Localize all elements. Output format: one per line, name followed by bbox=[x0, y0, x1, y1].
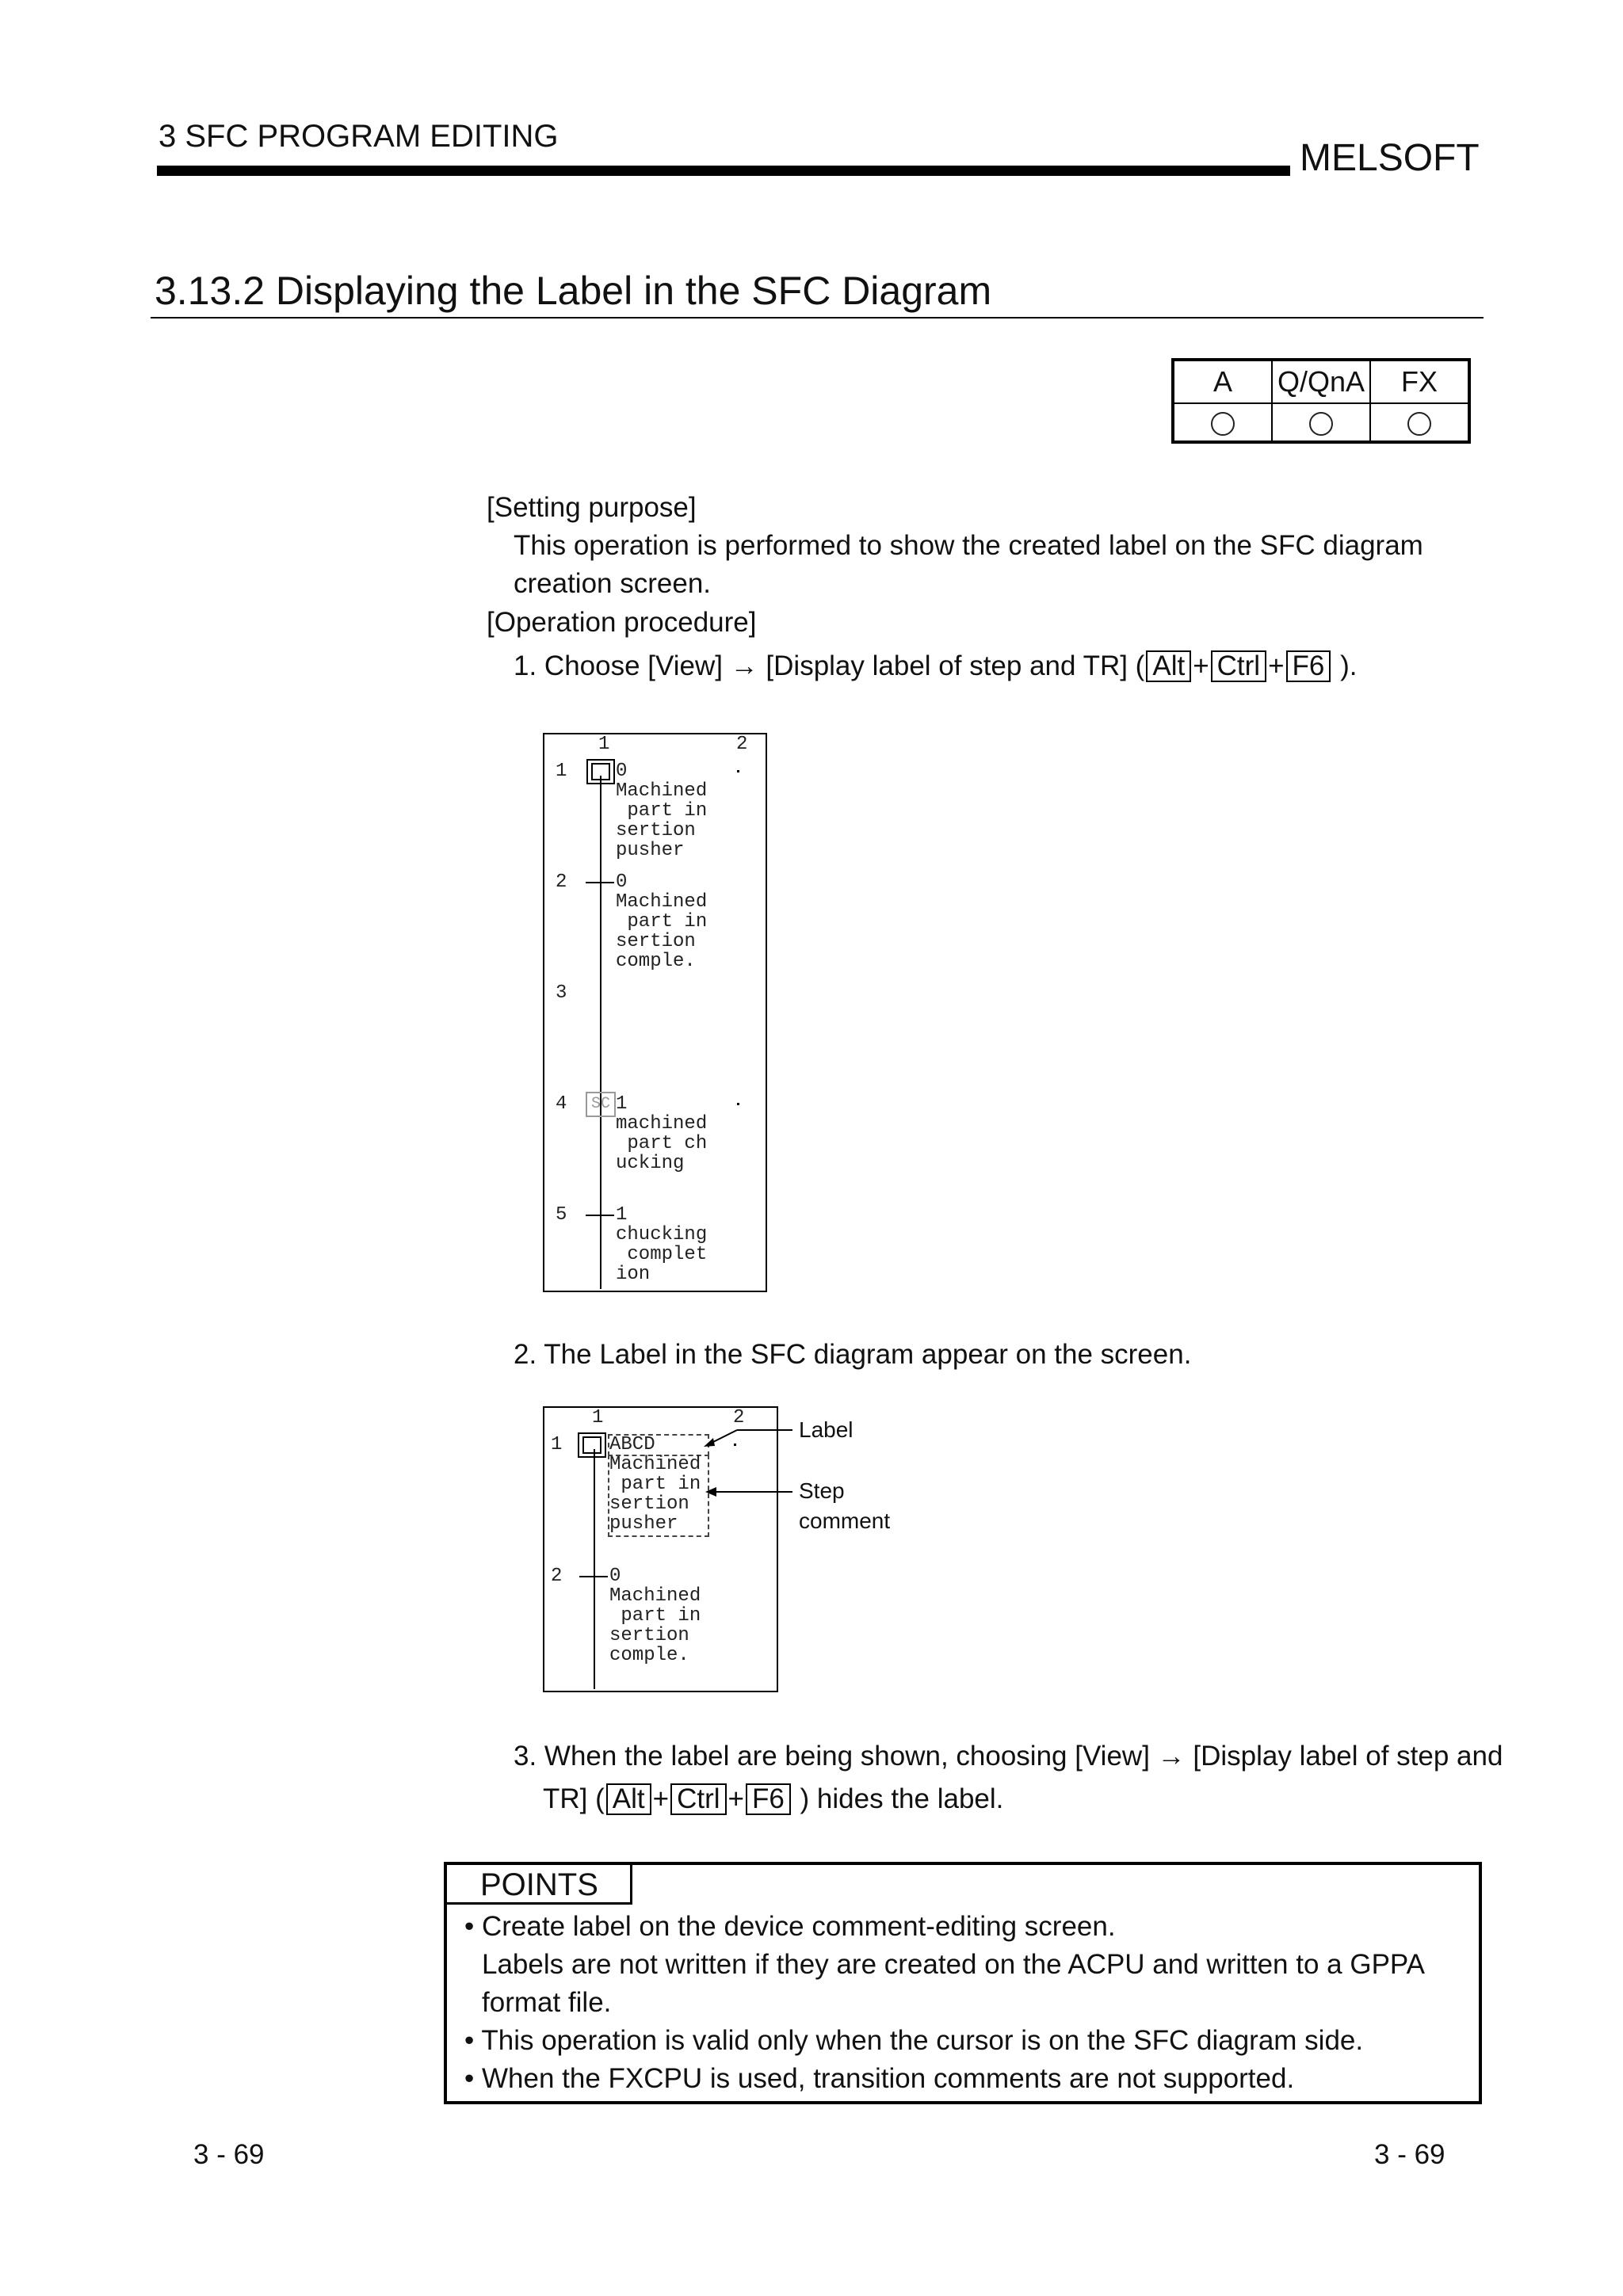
row-number: 4 bbox=[556, 1093, 567, 1115]
points-bullet-1: • Create label on the device comment-editing screen. bbox=[464, 1911, 1116, 1942]
points-bullet-3: • When the FXCPU is used, transition comments are not supported. bbox=[464, 2063, 1295, 2094]
sc-step-box: SC bbox=[586, 1092, 616, 1117]
points-bullet-1-cont: Labels are not written if they are created on the ACPU and written to a GPPA bbox=[482, 1949, 1425, 1980]
column-number: 1 bbox=[598, 734, 610, 755]
arrow-right-icon: → bbox=[730, 650, 758, 681]
row-number: 1 bbox=[556, 761, 567, 782]
initial-step-icon bbox=[578, 1432, 606, 1458]
step-comment: Machined part in sertion pusher bbox=[609, 1454, 701, 1535]
transition-bar bbox=[579, 1576, 608, 1577]
supported-circle-icon bbox=[1407, 412, 1431, 436]
key-ctrl: Ctrl bbox=[670, 1783, 726, 1815]
step-comment: 1 machined part ch ucking bbox=[616, 1093, 708, 1174]
step3-instruction-line1: 3. When the label are being shown, choosing [View] → [Display label of step and bbox=[514, 1741, 1503, 1772]
compat-header-fx: FX bbox=[1370, 360, 1469, 403]
points-bullet-1-cont: format file. bbox=[482, 1987, 612, 2018]
step2-instruction: 2. The Label in the SFC diagram appear on the screen. bbox=[514, 1339, 1192, 1370]
callout-label: Label bbox=[799, 1417, 854, 1442]
callout-comment: comment bbox=[799, 1508, 891, 1533]
points-title: POINTS bbox=[447, 1865, 632, 1905]
operation-procedure-heading: [Operation procedure] bbox=[487, 607, 757, 638]
key-alt: Alt bbox=[1146, 650, 1191, 682]
compatibility-table bbox=[1171, 358, 1471, 444]
key-alt: Alt bbox=[606, 1783, 651, 1815]
key-ctrl: Ctrl bbox=[1211, 650, 1266, 682]
initial-step-icon bbox=[586, 759, 615, 784]
step3-instruction-line2: TR] ( Alt + Ctrl + F6 ) hides the label. bbox=[543, 1783, 1004, 1814]
column-number: 2 bbox=[736, 734, 748, 755]
transition-comment: 0 Machined part in sertion comple. bbox=[616, 871, 708, 972]
transition-comment: 0 Machined part in sertion comple. bbox=[609, 1566, 701, 1666]
callout-step: Step bbox=[799, 1478, 845, 1503]
chapter-heading: 3 SFC PROGRAM EDITING bbox=[158, 119, 559, 154]
section-rule bbox=[151, 317, 1484, 318]
arrow-right-icon: → bbox=[1157, 1741, 1186, 1772]
row-number: 2 bbox=[551, 1566, 563, 1587]
setting-purpose-line1: This operation is performed to show the created label on the SFC diagram bbox=[514, 530, 1423, 561]
row-number: 5 bbox=[556, 1204, 567, 1226]
points-bullet-2: • This operation is valid only when the cursor is on the SFC diagram side. bbox=[464, 2025, 1364, 2056]
sfc-diagram-panel bbox=[543, 733, 767, 1292]
compat-header-a: A bbox=[1173, 360, 1272, 403]
column-number: 1 bbox=[592, 1407, 604, 1428]
callout-arrows bbox=[697, 1414, 800, 1509]
page-number-right: 3 - 69 bbox=[1374, 2139, 1445, 2170]
supported-circle-icon bbox=[1309, 412, 1333, 436]
page-number-left: 3 - 69 bbox=[193, 2139, 265, 2170]
setting-purpose-heading: [Setting purpose] bbox=[487, 492, 697, 523]
header-rule bbox=[157, 166, 1290, 176]
sfc-flow-line bbox=[594, 1449, 595, 1689]
row-number: 2 bbox=[556, 871, 567, 893]
brand-logo-text: MELSOFT bbox=[1300, 137, 1480, 179]
step1-instruction: 1. Choose [View] → [Display label of step and TR] ( Alt + Ctrl + F6 ). bbox=[514, 650, 1358, 681]
step-comment: 0 Machined part in sertion pusher bbox=[616, 761, 708, 861]
transition-bar bbox=[586, 1215, 614, 1216]
points-content bbox=[464, 1908, 1425, 2098]
setting-purpose-line2: creation screen. bbox=[514, 568, 712, 599]
supported-circle-icon bbox=[1211, 412, 1235, 436]
compat-header-qnqa: Q/QnA bbox=[1272, 360, 1370, 403]
step-label: ABCD bbox=[609, 1434, 655, 1455]
key-f6: F6 bbox=[1286, 650, 1331, 682]
column-number: 2 bbox=[733, 1407, 745, 1428]
row-number: 3 bbox=[556, 982, 567, 1004]
row-number: 1 bbox=[551, 1434, 563, 1455]
transition-bar bbox=[586, 882, 614, 883]
key-f6: F6 bbox=[746, 1783, 791, 1815]
section-title: 3.13.2 Displaying the Label in the SFC Diagram bbox=[155, 269, 992, 313]
points-box bbox=[444, 1862, 1482, 2104]
sfc-flow-line bbox=[600, 776, 601, 1289]
transition-comment: 1 chucking complet ion bbox=[616, 1204, 708, 1285]
